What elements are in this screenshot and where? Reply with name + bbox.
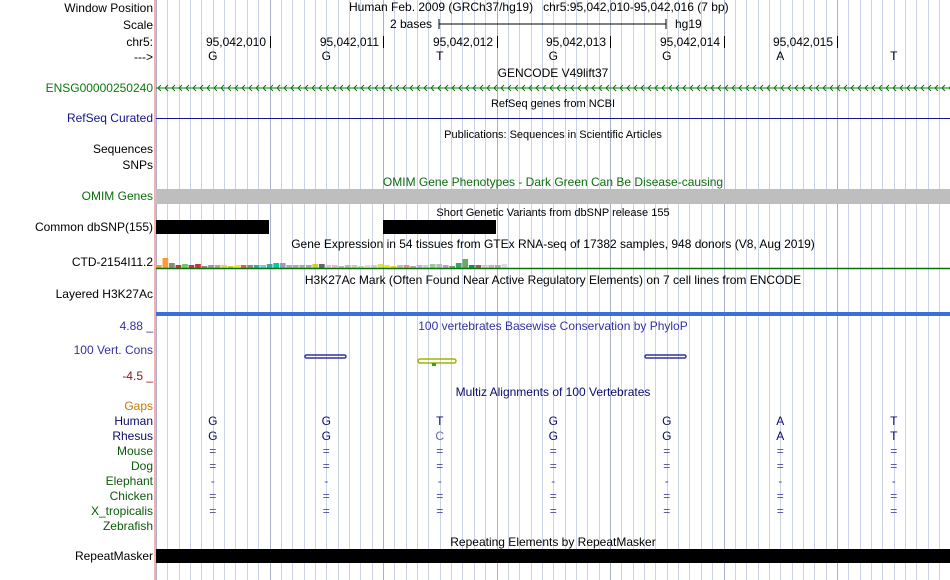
alignment-base: G [321, 429, 331, 443]
alignment-base: T [890, 414, 898, 428]
alignment-base: C [435, 429, 445, 443]
gtex-tissue-bar[interactable] [273, 263, 279, 268]
gtex-tissue-bar[interactable] [247, 265, 253, 268]
gtex-tissue-bar[interactable] [221, 265, 227, 268]
alignment-base: G [208, 429, 218, 443]
coordinate-label: 95,042,015 [772, 35, 833, 49]
gtex-tissue-bar[interactable] [319, 264, 325, 268]
alignment-base: = [209, 444, 217, 458]
gtex-tissue-bar[interactable] [299, 265, 305, 268]
dbsnp-variant[interactable] [383, 220, 496, 234]
publications-track-title: Publications: Sequences in Scientific Articles [444, 129, 662, 141]
alignment-base: G [208, 414, 218, 428]
species-label[interactable]: Elephant [105, 474, 153, 488]
reference-base: G [548, 49, 558, 63]
gtex-tissue-bar[interactable] [254, 265, 260, 268]
alignment-base: = [890, 504, 898, 518]
gtex-tissue-bar[interactable] [169, 263, 175, 268]
alignment-base: = [890, 489, 898, 503]
dbsnp-variant[interactable] [156, 220, 269, 234]
repeatmasker-element[interactable] [156, 549, 950, 563]
multiz-track-title: Multiz Alignments of 100 Vertebrates [455, 385, 651, 399]
alignment-base: T [890, 429, 898, 443]
alignment-base: = [549, 444, 557, 458]
alignment-base: = [776, 459, 784, 473]
coordinate-tick [837, 36, 838, 48]
alignment-base: - [551, 474, 556, 488]
alignment-base: G [662, 414, 672, 428]
alignment-base: = [663, 459, 671, 473]
alignment-base: - [664, 474, 669, 488]
alignment-base: = [890, 444, 898, 458]
coordinate-label: 95,042,012 [432, 35, 493, 49]
species-label[interactable]: X_tropicalis [90, 504, 153, 518]
gtex-tissue-bar[interactable] [436, 264, 442, 268]
conservation-plot[interactable] [156, 348, 950, 370]
chrom-label: chr5: [126, 35, 153, 49]
species-label[interactable]: Chicken [109, 489, 153, 503]
gtex-tissue-bar[interactable] [384, 265, 390, 268]
gtex-tissue-bar[interactable] [430, 264, 436, 268]
gtex-tissue-bar[interactable] [462, 259, 468, 268]
gtex-track-title: Gene Expression in 54 tissues from GTEx RNA-seq of 17382 samples, 948 donors (V8, Aug 2019) [291, 237, 815, 251]
gtex-tissue-bar[interactable] [371, 265, 377, 268]
gtex-tissue-bar[interactable] [391, 266, 397, 268]
alignment-base: A [776, 429, 785, 443]
gtex-tissue-bar[interactable] [482, 265, 488, 268]
alignment-base: - [778, 474, 783, 488]
gtex-tissue-bar[interactable] [378, 264, 384, 268]
species-label[interactable]: Rhesus [112, 429, 153, 443]
gtex-tissue-bar[interactable] [501, 264, 507, 268]
alignment-base: - [210, 474, 215, 488]
gtex-tissue-bar[interactable] [293, 265, 299, 268]
alignment-base: = [549, 504, 557, 518]
gtex-tissue-bar[interactable] [189, 265, 195, 268]
reference-base: G [321, 49, 331, 63]
gtex-tissue-bar[interactable] [156, 265, 162, 268]
alignment-base: = [663, 444, 671, 458]
gtex-tissue-bar[interactable] [456, 263, 462, 268]
gtex-tissue-bar[interactable] [443, 265, 449, 268]
snps-track-label[interactable]: SNPs [122, 158, 153, 172]
conservation-min-label: -4.5 _ [122, 369, 153, 383]
conservation-max-label: 4.88 _ [119, 319, 153, 333]
gencode-track-title: GENCODE V49lift37 [497, 66, 609, 80]
coordinate-tick [724, 36, 725, 48]
gtex-gene-label[interactable]: CTD-2154I11.2 [71, 255, 153, 269]
gtex-tissue-bar[interactable] [267, 264, 273, 268]
gtex-tissue-bar[interactable] [306, 265, 312, 268]
gtex-tissue-bar[interactable] [410, 266, 416, 268]
scale-bases: 2 bases [390, 17, 433, 31]
alignment-base: = [322, 459, 330, 473]
species-label[interactable]: Human [114, 414, 153, 428]
gencode-gene-feature[interactable] [156, 82, 950, 94]
alignment-base: = [663, 504, 671, 518]
alignment-base: A [776, 414, 785, 428]
gtex-tissue-bar[interactable] [228, 266, 234, 268]
gtex-tissue-bar[interactable] [365, 265, 371, 268]
reference-base: T [436, 49, 444, 63]
alignment-base: T [436, 414, 444, 428]
coordinate-tick [497, 36, 498, 48]
dbsnp-track-label[interactable]: Common dbSNP(155) [34, 220, 153, 234]
gtex-tissue-bar[interactable] [312, 264, 318, 268]
alignment-base: - [324, 474, 329, 488]
gtex-tissue-bar[interactable] [345, 265, 351, 268]
window-position-label: Window Position [64, 1, 153, 15]
strand-label: ---> [134, 50, 153, 64]
gtex-tissue-bar[interactable] [404, 265, 410, 268]
alignment-base: = [776, 489, 784, 503]
coordinate-label: 95,042,013 [545, 35, 606, 49]
alignment-base: = [776, 504, 784, 518]
alignment-base: = [436, 459, 444, 473]
refseq-track-label[interactable]: RefSeq Curated [66, 111, 153, 125]
gtex-tissue-bar[interactable] [286, 265, 292, 268]
refseq-track-title: RefSeq genes from NCBI [490, 98, 616, 110]
reference-base: G [208, 49, 218, 63]
h3k27ac-track-label[interactable]: Layered H3K27Ac [55, 287, 153, 301]
coordinate-label: 95,042,011 [319, 35, 379, 49]
reference-base: G [662, 49, 672, 63]
reference-base: A [776, 49, 785, 63]
reference-base: T [890, 49, 898, 63]
coordinate-tick [610, 36, 611, 48]
alignment-base: = [549, 459, 557, 473]
gtex-tissue-bar[interactable] [163, 258, 169, 268]
gtex-tissue-bar[interactable] [234, 265, 240, 268]
gtex-tissue-bar[interactable] [325, 265, 331, 268]
alignment-base: G [548, 429, 558, 443]
gtex-tissue-bar[interactable] [208, 265, 214, 268]
alignment-base: - [891, 474, 896, 488]
gtex-tissue-bar[interactable] [475, 265, 481, 268]
gtex-tissue-bar[interactable] [469, 265, 475, 268]
gtex-tissue-bar[interactable] [241, 265, 247, 268]
gtex-tissue-bar[interactable] [358, 266, 364, 268]
scale-bar [438, 17, 668, 31]
gtex-tissue-bar[interactable] [352, 265, 358, 268]
gtex-expression-bars[interactable] [156, 252, 950, 270]
coordinate-label: 95,042,014 [659, 35, 720, 49]
gtex-tissue-bar[interactable] [176, 265, 182, 268]
dbsnp-track-title: Short Genetic Variants from dbSNP release 155 [436, 207, 670, 219]
alignment-base: = [209, 489, 217, 503]
alignment-base: = [549, 489, 557, 503]
species-label[interactable]: Zebrafish [102, 519, 153, 533]
gtex-tissue-bar[interactable] [280, 263, 286, 268]
sequences-track-label[interactable]: Sequences [92, 142, 153, 156]
alignment-base: = [663, 489, 671, 503]
gaps-label[interactable]: Gaps [124, 399, 153, 413]
alignment-base: = [209, 459, 217, 473]
alignment-base: G [548, 414, 558, 428]
gtex-tissue-bar[interactable] [332, 265, 338, 268]
alignment-base: G [321, 414, 331, 428]
gtex-tissue-bar[interactable] [202, 266, 208, 268]
conservation-track-label[interactable]: 100 Vert. Cons [73, 343, 153, 357]
gtex-tissue-bar[interactable] [417, 265, 423, 268]
scale-assembly: hg19 [675, 17, 702, 31]
alignment-base: - [437, 474, 442, 488]
omim-track-title: OMIM Gene Phenotypes - Dark Green Can Be Disease-causing [382, 175, 724, 189]
h3k27ac-track-title: H3K27Ac Mark (Often Found Near Active Regulatory Elements) on 7 cell lines from ENCODE [304, 273, 802, 287]
alignment-base: = [322, 504, 330, 518]
alignment-base: = [436, 504, 444, 518]
coordinate-tick [270, 36, 271, 48]
gtex-tissue-bar[interactable] [488, 265, 494, 268]
coordinate-label: 95,042,010 [205, 35, 266, 49]
alignment-base: = [436, 489, 444, 503]
h3k27ac-signal[interactable] [156, 312, 950, 316]
alignment-base: = [776, 444, 784, 458]
repeatmasker-track-label[interactable]: RepeatMasker [74, 549, 153, 563]
gtex-tissue-bar[interactable] [397, 265, 403, 268]
gtex-tissue-bar[interactable] [495, 265, 501, 268]
scale-label: Scale [122, 18, 153, 32]
alignment-base: = [890, 459, 898, 473]
alignment-base: = [209, 504, 217, 518]
gtex-tissue-bar[interactable] [195, 264, 201, 268]
gencode-gene-label[interactable]: ENSG00000250240 [45, 81, 153, 95]
coordinate-tick [383, 36, 384, 48]
gtex-tissue-bar[interactable] [339, 266, 345, 268]
alignment-base: G [662, 429, 672, 443]
repeatmasker-track-title: Repeating Elements by RepeatMasker [450, 535, 656, 549]
refseq-gene-line[interactable] [156, 118, 950, 119]
species-label[interactable]: Dog [130, 459, 153, 473]
alignment-base: = [322, 444, 330, 458]
gtex-tissue-bar[interactable] [449, 266, 455, 268]
alignment-base: = [322, 489, 330, 503]
gtex-tissue-bar[interactable] [423, 265, 429, 268]
omim-track-label[interactable]: OMIM Genes [81, 189, 153, 203]
conservation-track-title: 100 vertebrates Basewise Conservation by PhyloP [418, 319, 688, 333]
species-label[interactable]: Mouse [116, 444, 153, 458]
gtex-tissue-bar[interactable] [260, 265, 266, 268]
omim-phenotype-bar[interactable] [156, 189, 950, 204]
alignment-base: = [436, 444, 444, 458]
window-position-text: Human Feb. 2009 (GRCh37/hg19) chr5:95,042,010-95,042,016 (7 bp) [349, 0, 729, 14]
gtex-tissue-bar[interactable] [215, 265, 221, 268]
gtex-tissue-bar[interactable] [182, 264, 188, 268]
